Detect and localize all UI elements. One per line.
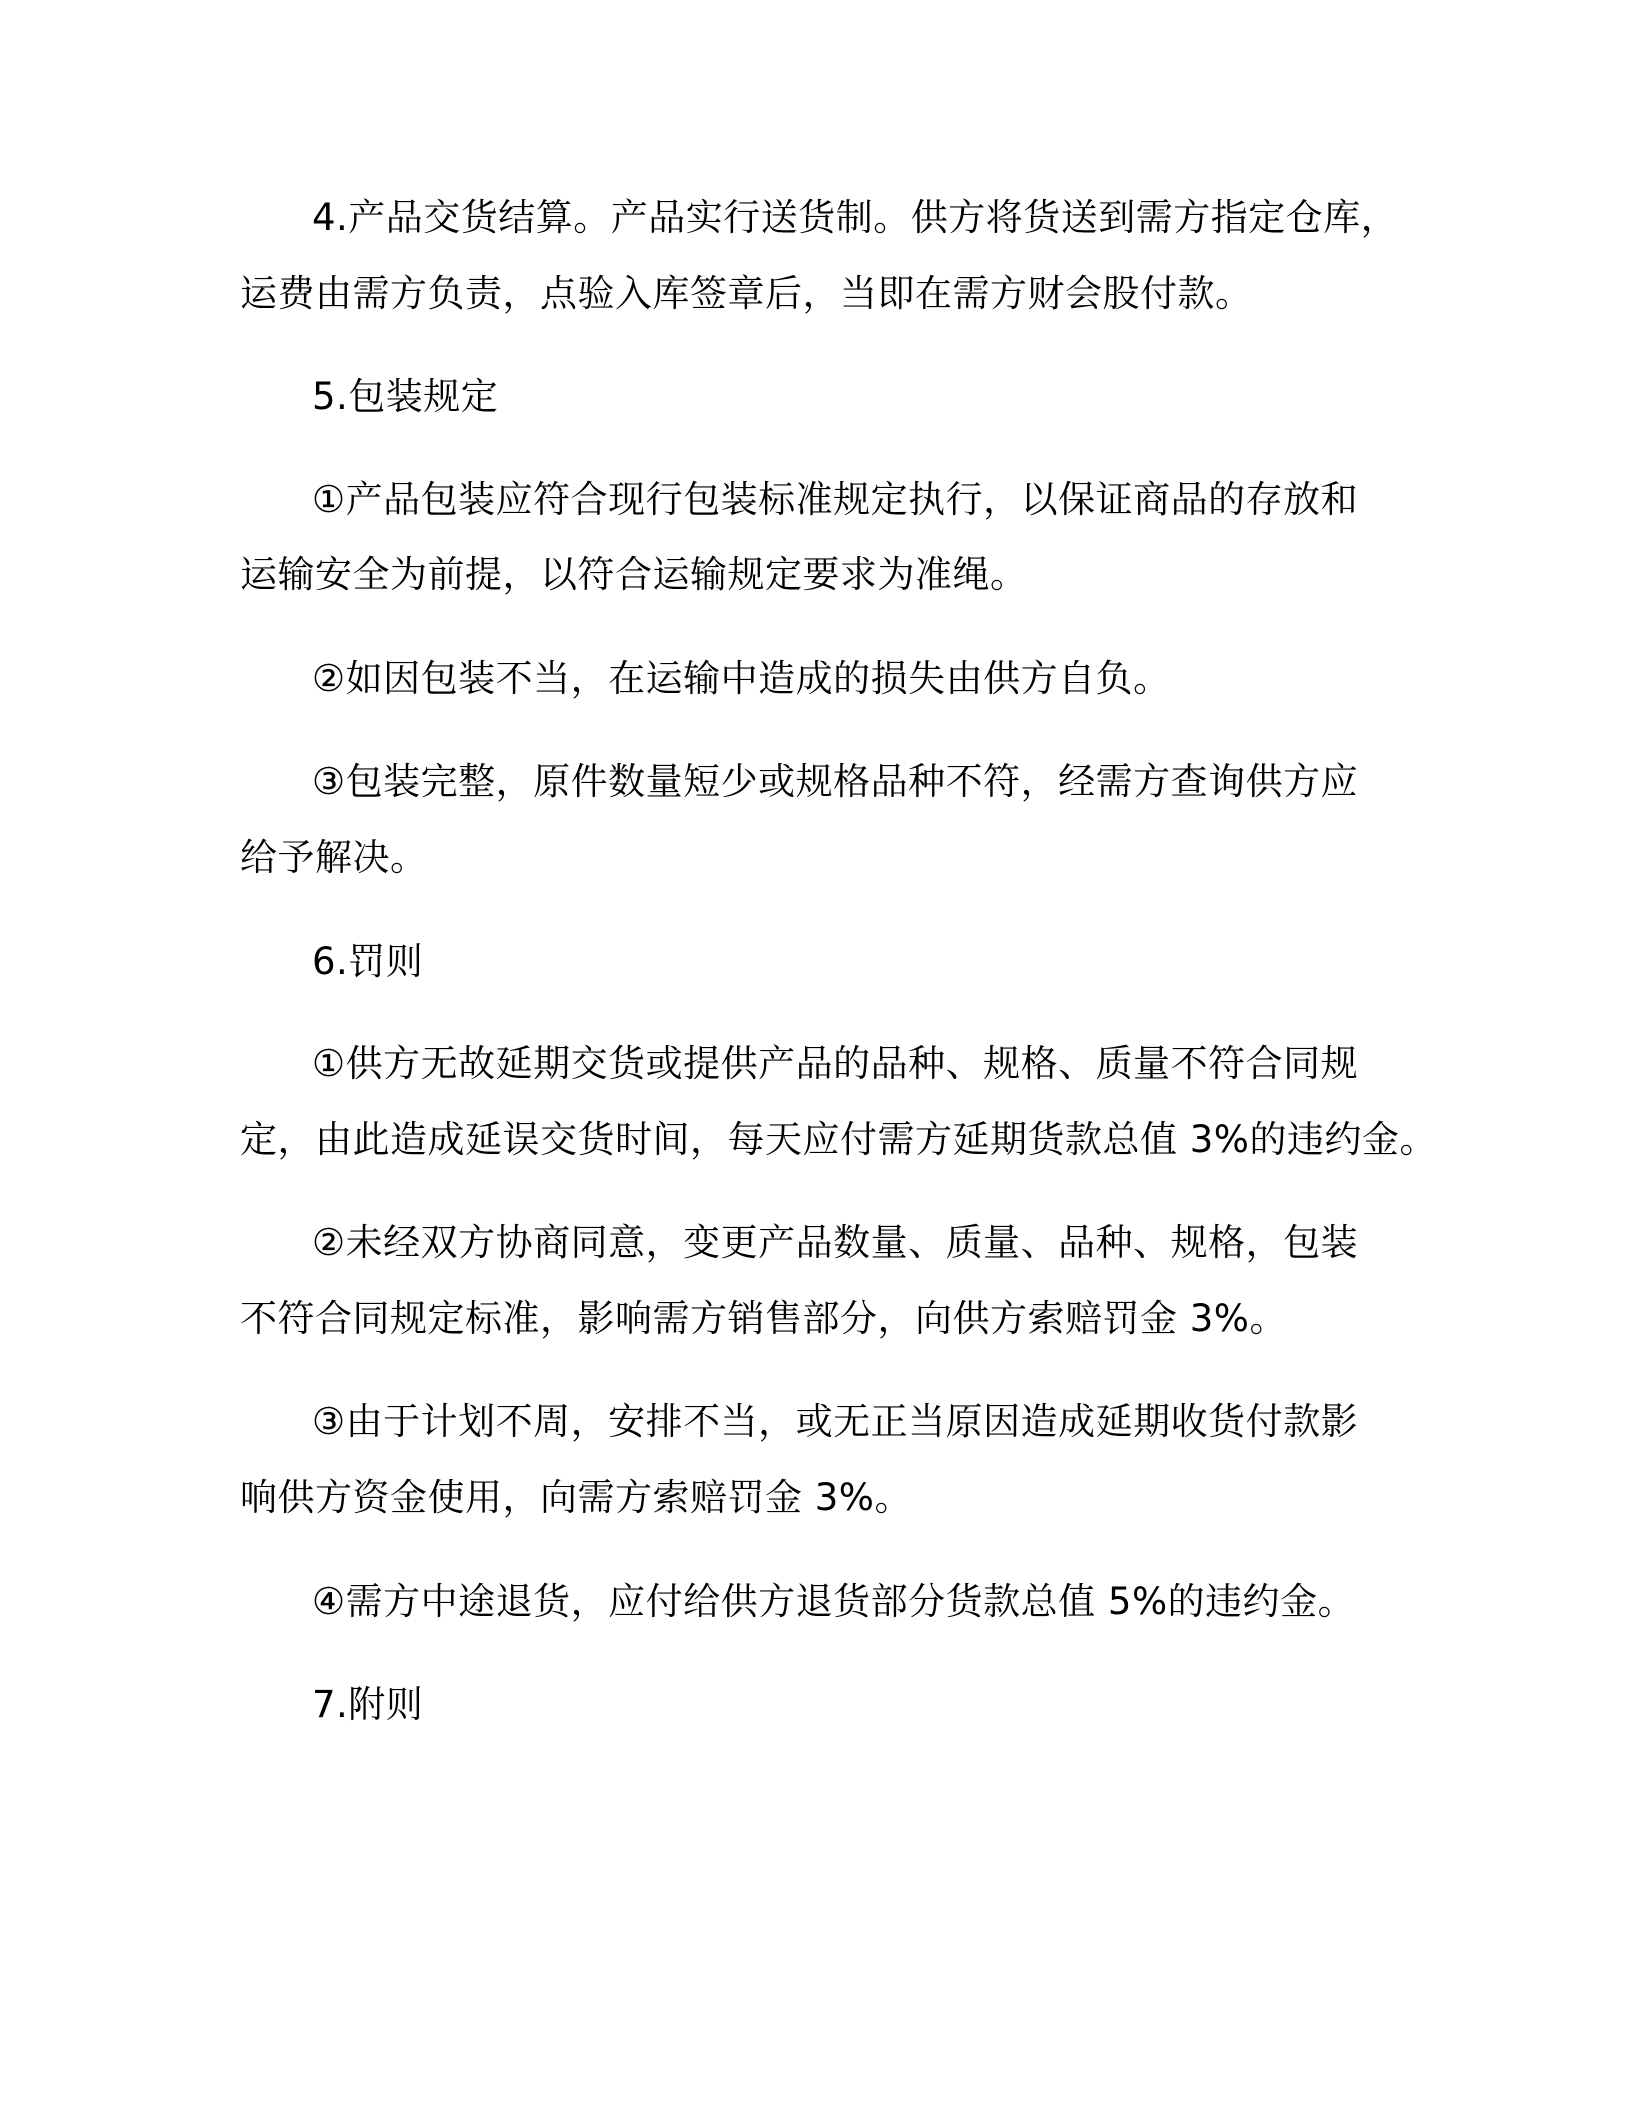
section-heading-packaging: 5.包装规定 bbox=[312, 375, 499, 418]
packaging-item-3-line-2: 给予解决。 bbox=[240, 836, 428, 879]
penalty-item-2-line-1: ②未经双方协商同意，变更产品数量、质量、品种、规格，包装 bbox=[312, 1221, 1359, 1264]
penalty-item-2-line-2: 不符合同规定标准，影响需方销售部分，向供方索赔罚金 3%。 bbox=[240, 1297, 1287, 1340]
section-heading-supplementary: 7.附则 bbox=[312, 1683, 424, 1726]
clause-4-line-2: 运费由需方负责，点验入库签章后，当即在需方财会股付款。 bbox=[240, 272, 1253, 315]
penalty-item-1-line-1: ①供方无故延期交货或提供产品的品种、规格、质量不符合同规 bbox=[312, 1042, 1359, 1085]
packaging-item-1-line-2: 运输安全为前提，以符合运输规定要求为准绳。 bbox=[240, 553, 1028, 596]
packaging-item-2: ②如因包装不当，在运输中造成的损失由供方自负。 bbox=[312, 657, 1171, 700]
penalty-item-3-line-1: ③由于计划不周，安排不当，或无正当原因造成延期收货付款影 bbox=[312, 1400, 1359, 1443]
section-heading-penalties: 6.罚则 bbox=[312, 940, 424, 983]
penalty-item-3-line-2: 响供方资金使用，向需方索赔罚金 3%。 bbox=[240, 1476, 912, 1519]
penalty-item-4: ④需方中途退货，应付给供方退货部分货款总值 5%的违约金。 bbox=[312, 1580, 1356, 1623]
packaging-item-1-line-1: ①产品包装应符合现行包装标准规定执行，以保证商品的存放和 bbox=[312, 478, 1359, 521]
penalty-item-1-line-2: 定，由此造成延误交货时间，每天应付需方延期货款总值 3%的违约金。 bbox=[240, 1118, 1437, 1161]
clause-4-line-1: 4.产品交货结算。产品实行送货制。供方将货送到需方指定仓库， bbox=[312, 196, 1399, 239]
packaging-item-3-line-1: ③包装完整，原件数量短少或规格品种不符，经需方查询供方应 bbox=[312, 760, 1359, 803]
